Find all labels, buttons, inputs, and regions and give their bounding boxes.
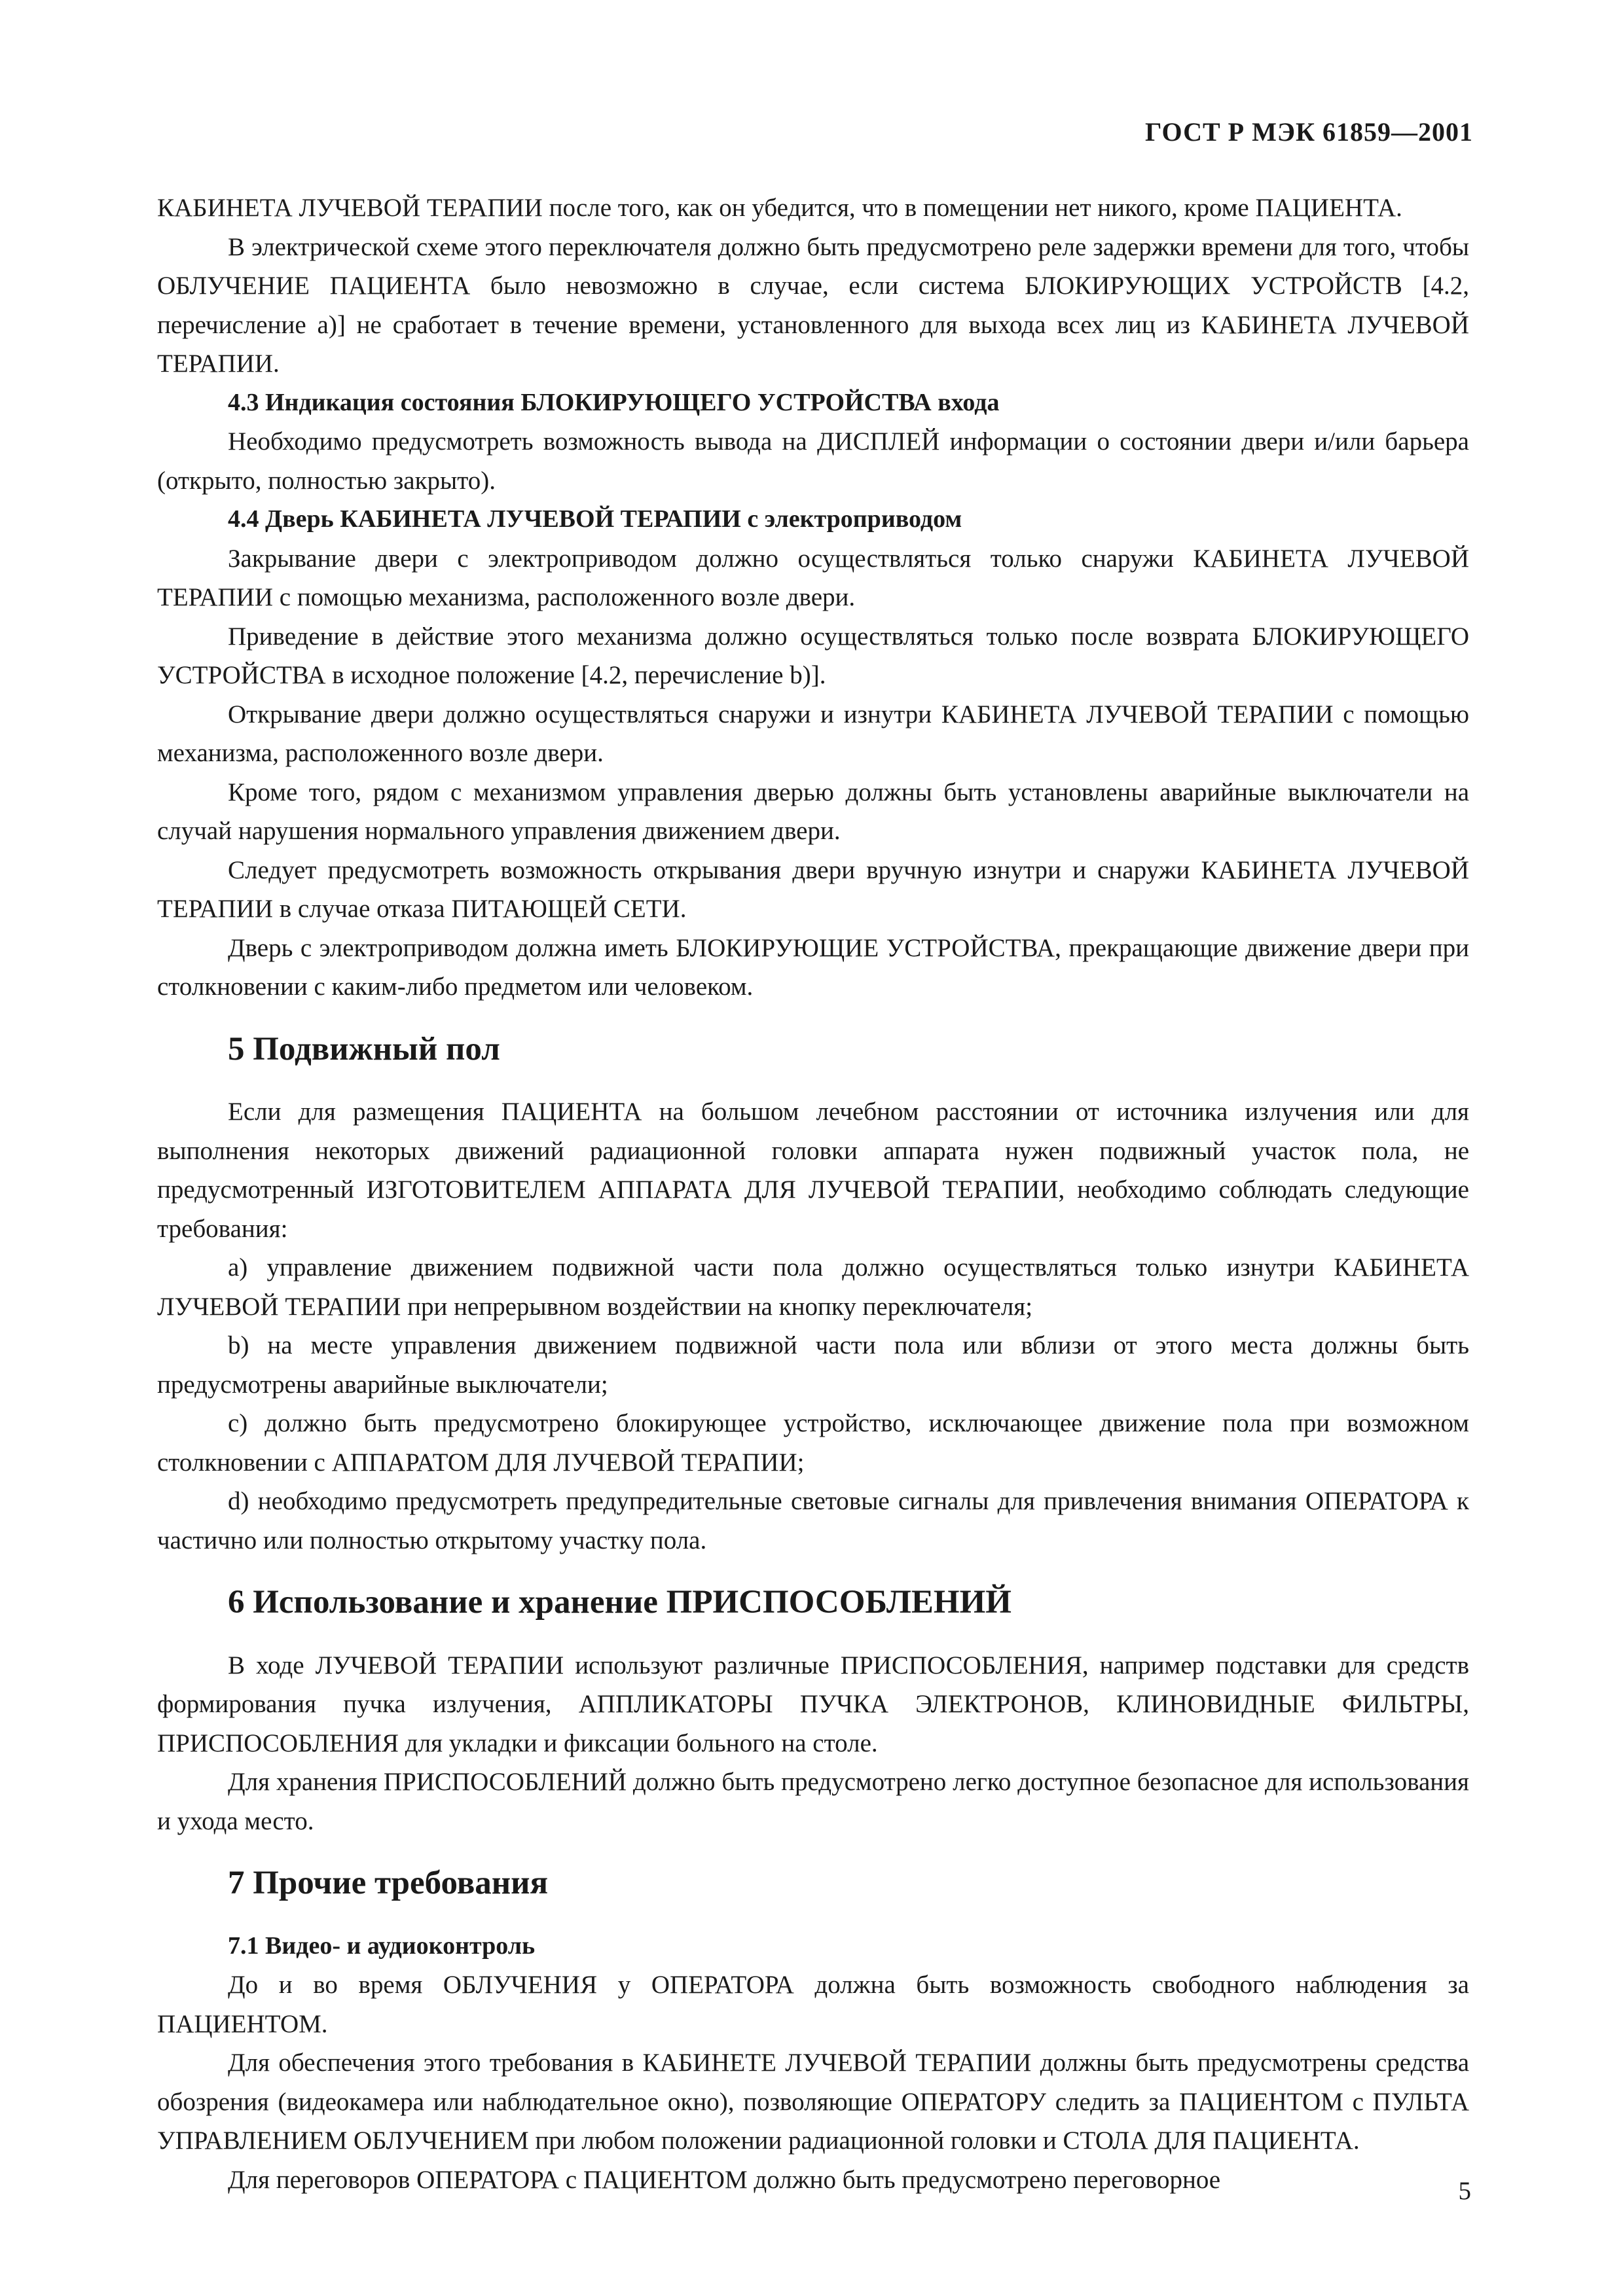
- list-item: а) управление движением подвижной части пола должно осуществляться только изнутри КАБИНЕТА ЛУЧЕВОЙ ТЕРАПИИ при непрерывном воздействии на кнопку переключателя;: [157, 1253, 1469, 1321]
- page-number: 5: [1458, 2177, 1471, 2205]
- list-item: d) необходимо предусмотреть предупредительные световые сигналы для привлечения внимания ОПЕРАТОРА к частично или полностью открытому участку пола.: [157, 1487, 1469, 1554]
- paragraph: Закрывание двери с электроприводом должно осуществляться только снаружи КАБИНЕТА ЛУЧЕВОЙ ТЕРАПИИ с помощью механизма, расположенного возле двери.: [157, 544, 1469, 611]
- paragraph: КАБИНЕТА ЛУЧЕВОЙ ТЕРАПИИ после того, как он убедится, что в помещении нет никого, кроме ПАЦИЕНТА.: [157, 194, 1402, 222]
- list-item: b) на месте управления движением подвижной части пола или вблизи от этого места должны быть предусмотрены аварийные выключатели;: [157, 1331, 1469, 1399]
- paragraph: В ходе ЛУЧЕВОЙ ТЕРАПИИ используют различные ПРИСПОСОБЛЕНИЯ, например подставки для средств формирования пучка излучения, АППЛИКАТОРЫ ПУЧКА ЭЛЕКТРОНОВ, КЛИНОВИДНЫЕ ФИЛЬТРЫ, ПРИСПОСОБЛЕНИЯ для укладки и фиксации больного на столе.: [157, 1651, 1469, 1757]
- paragraph: Следует предусмотреть возможность открывания двери вручную изнутри и снаружи КАБИНЕТА ЛУЧЕВОЙ ТЕРАПИИ в случае отказа ПИТАЮЩЕЙ СЕТИ.: [157, 855, 1469, 923]
- paragraph: Для хранения ПРИСПОСОБЛЕНИЙ должно быть предусмотрено легко доступное безопасное для использования и ухода место.: [157, 1768, 1469, 1835]
- paragraph: Приведение в действие этого механизма должно осуществляться только после возврата БЛОКИРУЮЩЕГО УСТРОЙСТВА в исходное положение [4.2, перечисление b)].: [157, 622, 1469, 689]
- paragraph: Для переговоров ОПЕРАТОРА с ПАЦИЕНТОМ должно быть предусмотрено переговорное: [228, 2165, 1221, 2194]
- paragraph: Дверь с электроприводом должна иметь БЛОКИРУЮЩИЕ УСТРОЙСТВА, прекращающие движение двери при столкновении с каким-либо предметом или человеком.: [157, 933, 1469, 1001]
- paragraph: Кроме того, рядом с механизмом управления дверью должны быть установлены аварийные выключатели на случай нарушения нормального управления движением двери.: [157, 778, 1469, 845]
- section-heading-6: 6 Использование и хранение ПРИСПОСОБЛЕНИЙ: [228, 1584, 1012, 1621]
- paragraph: До и во время ОБЛУЧЕНИЯ у ОПЕРАТОРА должна быть возможность свободного наблюдения за ПАЦИЕНТОМ.: [157, 1971, 1469, 2038]
- subsection-heading-4-4: 4.4 Дверь КАБИНЕТА ЛУЧЕВОЙ ТЕРАПИИ с электроприводом: [228, 505, 962, 533]
- document-body: [157, 188, 1469, 2199]
- paragraph: Для обеспечения этого требования в КАБИНЕТЕ ЛУЧЕВОЙ ТЕРАПИИ должны быть предусмотрены средства обозрения (видеокамера или наблюдательное окно), позволяющие ОПЕРАТОРУ следить за ПАЦИЕНТОМ с ПУЛЬТА УПРАВЛЕНИЕМ ОБЛУЧЕНИЕМ при любом положении радиационной головки и СТОЛА ДЛЯ ПАЦИЕНТА.: [157, 2049, 1469, 2155]
- list-item: с) должно быть предусмотрено блокирующее устройство, исключающее движение пола при возможном столкновении с АППАРАТОМ ДЛЯ ЛУЧЕВОЙ ТЕРАПИИ;: [157, 1409, 1469, 1477]
- section-heading-7: 7 Прочие требования: [228, 1865, 549, 1901]
- paragraph: В электрической схеме этого переключателя должно быть предусмотрено реле задержки времени для того, чтобы ОБЛУЧЕНИЕ ПАЦИЕНТА было невозможно в случае, если система БЛОКИРУЮЩИХ УСТРОЙСТВ [4.2, перечисление а)] не сработает в течение времени, установленного для выхода всех лиц из КАБИНЕТА ЛУЧЕВОЙ ТЕРАПИИ.: [157, 232, 1469, 378]
- paragraph: Открывание двери должно осуществляться снаружи и изнутри КАБИНЕТА ЛУЧЕВОЙ ТЕРАПИИ с помощью механизма, расположенного возле двери.: [157, 700, 1469, 767]
- document-header: ГОСТ Р МЭК 61859—2001: [1145, 117, 1473, 147]
- paragraph: Если для размещения ПАЦИЕНТА на большом лечебном расстоянии от источника излучения или для выполнения некоторых движений радиационной головки аппарата нужен подвижный участок пола, не предусмотренный ИЗГОТОВИТЕЛЕМ АППАРАТА ДЛЯ ЛУЧЕВОЙ ТЕРАПИИ, необходимо соблюдать следующие требования:: [157, 1098, 1469, 1243]
- subsection-heading-4-3: 4.3 Индикация состояния БЛОКИРУЮЩЕГО УСТРОЙСТВА входа: [228, 388, 1000, 416]
- paragraph: Необходимо предусмотреть возможность вывода на ДИСПЛЕЙ информации о состоянии двери и/или барьера (открыто, полностью закрыто).: [157, 427, 1469, 495]
- section-heading-5: 5 Подвижный пол: [228, 1030, 500, 1067]
- subsection-heading-7-1: 7.1 Видео- и аудиоконтроль: [228, 1931, 536, 1960]
